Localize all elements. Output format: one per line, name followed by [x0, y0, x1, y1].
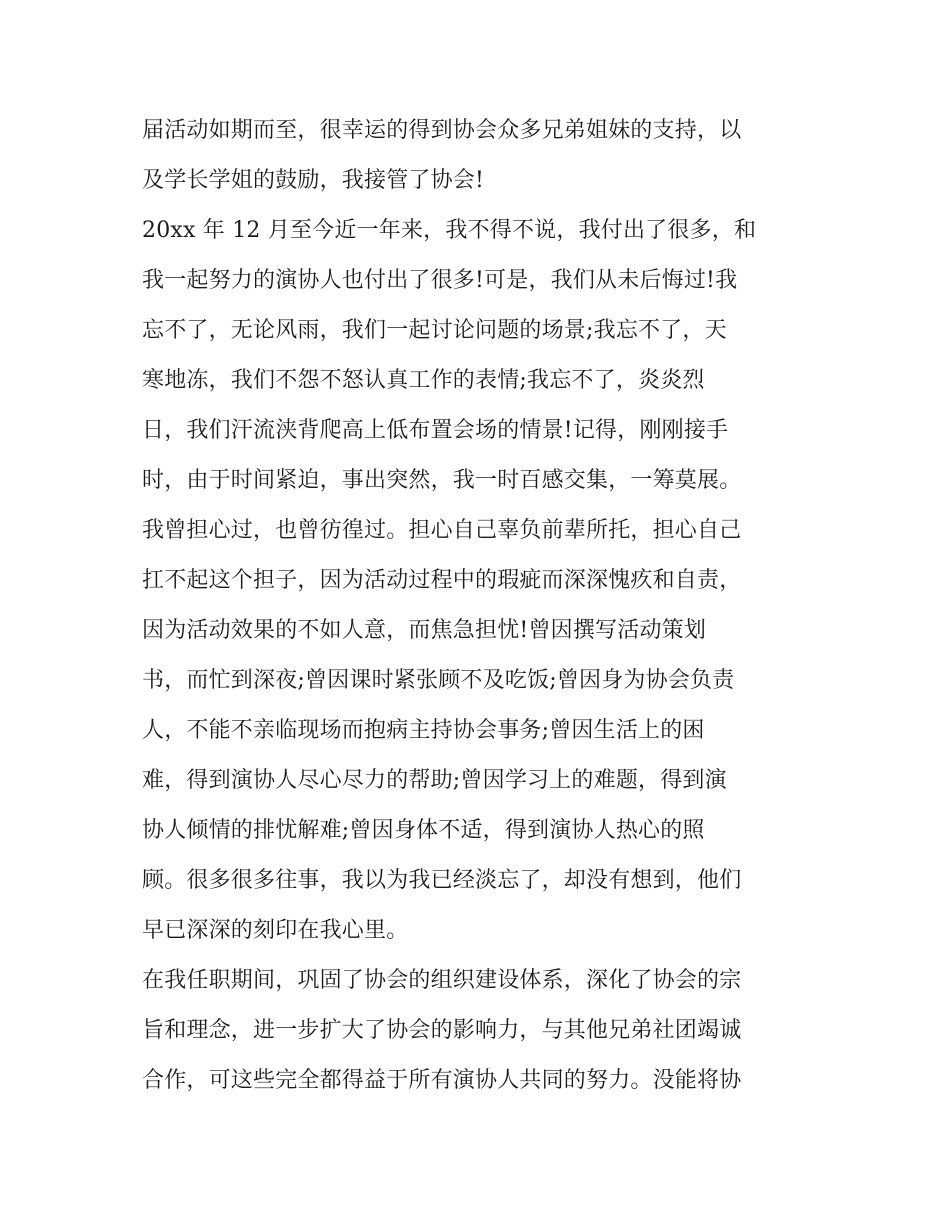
text-line: 合作，可这些完全都得益于所有演协人共同的努力。没能将协 — [142, 1068, 742, 1093]
text-line: 扛不起这个担子，因为活动过程中的瑕疵而深深愧疚和自责， — [142, 568, 742, 593]
text-line: 日，我们汗流浃背爬高上低布置会场的情景!记得，刚刚接手 — [142, 418, 729, 443]
text-line: 因为活动效果的不如人意，而焦急担忧!曾因撰写活动策划 — [142, 618, 707, 643]
text-line: 20xx 年 12 月至今近一年来，我不得不说，我付出了很多，和 — [142, 218, 757, 243]
text-line: 顾。很多很多往事，我以为我已经淡忘了，却没有想到，他们 — [142, 868, 742, 893]
text-line: 及学长学姐的鼓励，我接管了协会! — [142, 168, 485, 193]
text-line: 人，不能不亲临现场而抱病主持协会事务;曾因生活上的困 — [142, 718, 705, 743]
text-line: 书，而忙到深夜;曾因课时紧张顾不及吃饭;曾因身为协会负责 — [142, 668, 735, 693]
text-line: 旨和理念，进一步扩大了协会的影响力，与其他兄弟社团竭诚 — [142, 1018, 742, 1043]
text-line: 我一起努力的演协人也付出了很多!可是，我们从未后悔过!我 — [142, 268, 738, 293]
text-line: 在我任职期间，巩固了协会的组织建设体系，深化了协会的宗 — [142, 968, 742, 993]
text-line: 忘不了，无论风雨，我们一起讨论问题的场景;我忘不了，天 — [142, 318, 727, 343]
text-line: 难，得到演协人尽心尽力的帮助;曾因学习上的难题，得到演 — [142, 768, 727, 793]
text-line: 我曾担心过，也曾彷徨过。担心自己辜负前辈所托，担心自己 — [142, 518, 742, 543]
text-line: 协人倾情的排忧解难;曾因身体不适，得到演协人热心的照 — [142, 818, 705, 843]
text-line: 时，由于时间紧迫，事出突然，我一时百感交集，一筹莫展。 — [142, 468, 742, 493]
text-line: 届活动如期而至，很幸运的得到协会众多兄弟姐妹的支持，以 — [142, 118, 742, 143]
text-line: 早已深深的刻印在我心里。 — [142, 918, 409, 943]
text-line: 寒地冻，我们不怨不怒认真工作的表情;我忘不了，炎炎烈 — [142, 368, 705, 393]
